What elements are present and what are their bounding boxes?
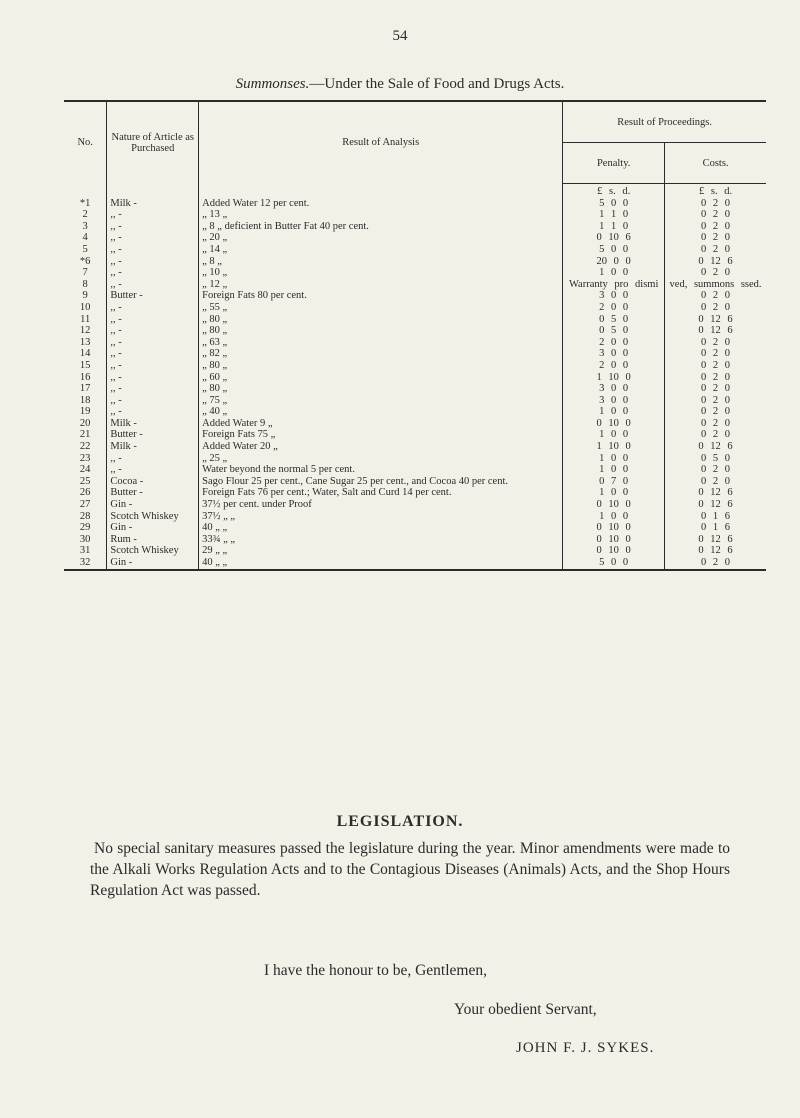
row-article: Milk - [107,198,199,210]
table-row [64,557,766,570]
row-analysis: „ 8 „ deficient in Butter Fat 40 per cent. [199,221,563,233]
table-row [64,302,766,314]
header-article: Nature of Article as Purchased [107,101,199,184]
table-row [64,209,766,221]
row-article: Scotch Whiskey [107,545,199,557]
row-costs: 0 12 6 [698,325,733,337]
row-costs: 0 2 0 [701,359,731,371]
row-penalty: 1 1 0 [563,221,665,233]
row-analysis: 33¾ „ „ [199,534,563,546]
row-no: 12 [64,325,107,337]
row-article: ,, - [107,267,199,279]
table-row [64,545,766,557]
row-penalty: 0 10 6 [563,232,665,244]
row-costs: 0 2 0 [701,209,731,221]
row-penalty: 5 0 0 [563,557,665,570]
legislation-paragraph: No special sanitary measures passed the legislature during the year. Minor amendments were made to the Alkali Works Regulation Acts and to the Contagious Diseases (Animals) Acts, and the Shop Hours Regulation Act was passed. [90,840,730,899]
row-no: 21 [64,429,107,441]
row-article: Gin - [107,499,199,511]
signature: JOHN F. J. SYKES. [516,1040,655,1056]
row-article: Rum - [107,534,199,546]
row-article: ,, - [107,395,199,407]
row-analysis: „ 75 „ [199,395,563,407]
row-analysis: „ 80 „ [199,314,563,326]
row-costs: 0 12 6 [698,533,733,545]
table-row [64,232,766,244]
row-penalty: 5 0 0 [563,198,665,210]
row-analysis: „ 82 „ [199,348,563,360]
row-analysis: „ 63 „ [199,337,563,349]
row-no: 4 [64,232,107,244]
table-row [64,522,766,534]
row-costs: 0 2 0 [701,464,731,476]
table-row [64,360,766,372]
row-penalty: 0 10 0 [563,522,665,534]
row-costs: 0 2 0 [701,301,731,313]
row-costs: 0 12 6 [698,313,733,325]
row-analysis: „ 14 „ [199,244,563,256]
row-article: Cocoa - [107,476,199,488]
row-analysis: Added Water 9 „ [199,418,563,430]
table-row [64,453,766,465]
row-costs: 0 5 0 [701,452,731,464]
row-costs: 0 2 0 [701,383,731,395]
row-no: 27 [64,499,107,511]
header-penalty: Penalty. [563,143,665,184]
table-row [64,418,766,430]
row-no: 2 [64,209,107,221]
row-costs: 0 2 0 [701,371,731,383]
row-analysis: 40 „ „ [199,522,563,534]
row-no: 13 [64,337,107,349]
row-costs: 0 2 0 [701,394,731,406]
row-penalty: Warranty pro dismi [563,279,665,291]
row-analysis: 40 „ „ [199,557,563,570]
table-row [64,441,766,453]
row-no: 7 [64,267,107,279]
row-costs: 0 1 6 [701,510,731,522]
table-row [64,395,766,407]
row-no: 14 [64,348,107,360]
row-article: ,, - [107,314,199,326]
row-costs: 0 2 0 [701,243,731,255]
row-costs: 0 2 0 [701,232,731,244]
table-row [64,511,766,523]
table-row [64,244,766,256]
row-article: ,, - [107,453,199,465]
row-penalty: 1 1 0 [563,209,665,221]
table-row [64,267,766,279]
row-no: 31 [64,545,107,557]
units-row [64,184,766,198]
summonses-table-wrapper [64,100,766,571]
summonses-table [64,100,766,571]
row-analysis: „ 12 „ [199,279,563,291]
row-penalty: 0 10 0 [563,418,665,430]
page-number: 54 [392,28,408,44]
row-penalty: 1 0 0 [563,406,665,418]
row-no: 10 [64,302,107,314]
row-no: 20 [64,418,107,430]
row-costs: 0 2 0 [701,557,731,568]
row-article: Butter - [107,290,199,302]
row-analysis: „ 55 „ [199,302,563,314]
row-no: 32 [64,557,107,570]
row-article: ,, - [107,256,199,268]
row-article: ,, - [107,348,199,360]
row-costs: 0 1 6 [701,522,731,534]
row-analysis: Foreign Fats 75 „ [199,429,563,441]
row-article: Butter - [107,487,199,499]
table-row [64,499,766,511]
row-penalty: 5 0 0 [563,244,665,256]
table-row [64,325,766,337]
row-penalty: 3 0 0 [563,290,665,302]
row-penalty: 0 7 0 [563,476,665,488]
table-row [64,372,766,384]
row-analysis: 37½ „ „ [199,511,563,523]
row-costs: 0 2 0 [701,417,731,429]
row-article: ,, - [107,209,199,221]
row-penalty: 1 10 0 [563,372,665,384]
row-penalty: 1 0 0 [563,267,665,279]
table-body [64,184,766,570]
row-penalty: 3 0 0 [563,348,665,360]
caption-rest: —Under the Sale of Food and Drugs Acts. [309,76,565,92]
row-article: ,, - [107,372,199,384]
row-costs: 0 12 6 [698,441,733,453]
row-penalty: 1 0 0 [563,487,665,499]
row-article: Butter - [107,429,199,441]
row-no: 29 [64,522,107,534]
row-analysis: Water beyond the normal 5 per cent. [199,464,563,476]
row-costs: 0 2 0 [701,336,731,348]
row-penalty: 1 0 0 [563,511,665,523]
row-analysis: „ 60 „ [199,372,563,384]
row-article: ,, - [107,464,199,476]
row-penalty: 0 10 0 [563,534,665,546]
row-costs: 0 2 0 [701,348,731,360]
servant-line: Your obedient Servant, [454,1001,597,1018]
row-costs: 0 2 0 [701,475,731,487]
header-analysis: Result of Analysis [199,101,563,184]
row-article: ,, - [107,221,199,233]
row-article: Scotch Whiskey [107,511,199,523]
table-row [64,198,766,210]
row-no: 8 [64,279,107,291]
row-analysis: Added Water 20 „ [199,441,563,453]
row-article: ,, - [107,383,199,395]
row-analysis: „ 80 „ [199,360,563,372]
row-no: 17 [64,383,107,395]
row-no: 25 [64,476,107,488]
row-costs: 0 2 0 [701,220,731,232]
table-row [64,256,766,268]
row-no: 3 [64,221,107,233]
row-analysis: „ 20 „ [199,232,563,244]
table-row [64,534,766,546]
row-no: *1 [64,198,107,210]
row-no: 9 [64,290,107,302]
row-no: 16 [64,372,107,384]
row-penalty: 3 0 0 [563,395,665,407]
row-penalty: 2 0 0 [563,337,665,349]
row-article: ,, - [107,337,199,349]
row-analysis: „ 8 „ [199,256,563,268]
row-analysis: „ 25 „ [199,453,563,465]
row-penalty: 20 0 0 [563,256,665,268]
row-costs: 0 2 0 [701,406,731,418]
row-analysis: 29 „ „ [199,545,563,557]
row-article: ,, - [107,360,199,372]
table-caption [0,76,800,93]
row-analysis: „ 40 „ [199,406,563,418]
penalty-units: £ s. d. [563,184,665,198]
row-article: ,, - [107,325,199,337]
table-row [64,429,766,441]
header-proceedings: Result of Proceedings. [563,101,766,143]
row-no: 24 [64,464,107,476]
row-article: ,, - [107,232,199,244]
row-analysis: Foreign Fats 80 per cent. [199,290,563,302]
row-penalty: 0 10 0 [563,499,665,511]
row-analysis: „ 80 „ [199,325,563,337]
row-no: 30 [64,534,107,546]
row-no: 28 [64,511,107,523]
row-penalty: 1 0 0 [563,464,665,476]
table-row [64,221,766,233]
row-no: 19 [64,406,107,418]
row-penalty: 0 5 0 [563,325,665,337]
row-costs: 0 12 6 [698,499,733,511]
row-analysis: „ 13 „ [199,209,563,221]
row-penalty: 1 10 0 [563,441,665,453]
row-no: 15 [64,360,107,372]
row-article: Gin - [107,522,199,534]
row-no: 18 [64,395,107,407]
row-costs: 0 2 0 [701,429,731,441]
row-analysis: Foreign Fats 76 per cent.; Water, Salt and Curd 14 per cent. [199,487,563,499]
closing-line: I have the honour to be, Gentlemen, [264,962,487,979]
row-article: Milk - [107,418,199,430]
row-penalty: 2 0 0 [563,360,665,372]
row-article: ,, - [107,406,199,418]
table-row [64,314,766,326]
header-costs: Costs. [665,143,766,184]
row-analysis: 37½ per cent. under Proof [199,499,563,511]
row-no: 5 [64,244,107,256]
row-article: Milk - [107,441,199,453]
caption-italic: Summonses. [235,76,310,92]
row-penalty: 0 10 0 [563,545,665,557]
row-no: 11 [64,314,107,326]
costs-units: £ s. d. [699,186,733,197]
row-no: 22 [64,441,107,453]
row-penalty: 1 0 0 [563,429,665,441]
row-costs: 0 2 0 [701,267,731,279]
table-row [64,290,766,302]
table-row [64,406,766,418]
row-analysis: Sago Flour 25 per cent., Cane Sugar 25 per cent., and Cocoa 40 per cent. [199,476,563,488]
row-article: ,, - [107,279,199,291]
row-article: ,, - [107,302,199,314]
row-costs: ved, summons ssed. [669,278,762,290]
row-costs: 0 12 6 [698,255,733,267]
table-row [64,464,766,476]
row-no: *6 [64,256,107,268]
table-row [64,487,766,499]
table-row [64,279,766,291]
row-no: 23 [64,453,107,465]
row-penalty: 3 0 0 [563,383,665,395]
row-analysis: Added Water 12 per cent. [199,198,563,210]
row-penalty: 1 0 0 [563,453,665,465]
row-article: ,, - [107,244,199,256]
row-analysis: „ 10 „ [199,267,563,279]
row-costs: 0 12 6 [698,545,733,557]
row-analysis: „ 80 „ [199,383,563,395]
row-penalty: 2 0 0 [563,302,665,314]
header-no: No. [64,101,107,184]
table-row [64,476,766,488]
table-row [64,337,766,349]
row-penalty: 0 5 0 [563,314,665,326]
row-article: Gin - [107,557,199,570]
row-costs: 0 2 0 [701,197,731,209]
row-costs: 0 2 0 [701,290,731,302]
table-row [64,383,766,395]
row-costs: 0 12 6 [698,487,733,499]
table-row [64,348,766,360]
row-no: 26 [64,487,107,499]
legislation-heading: LEGISLATION. [336,813,464,830]
